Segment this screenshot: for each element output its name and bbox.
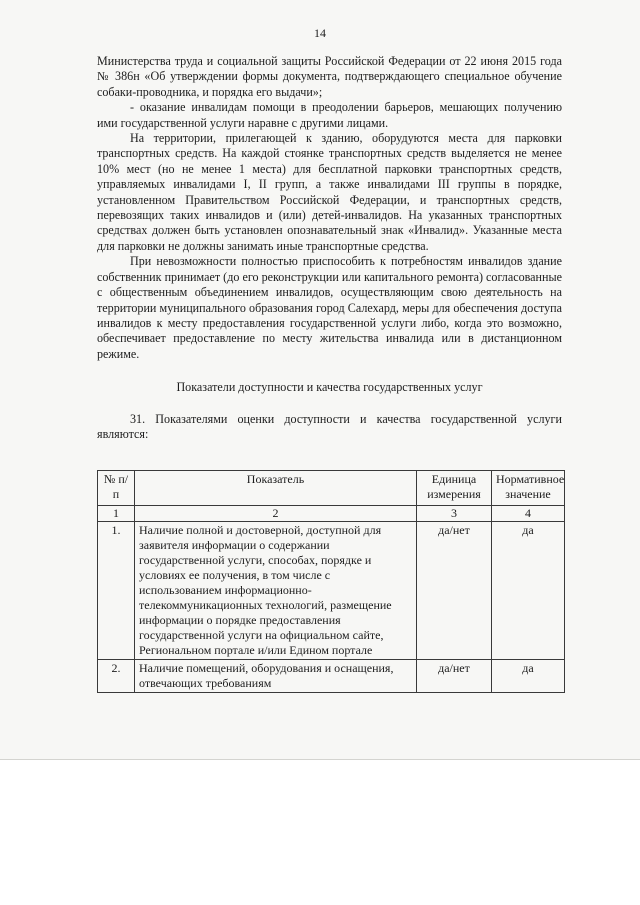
column-number: 3: [417, 506, 492, 522]
column-number: 2: [135, 506, 417, 522]
row-indicator: Наличие полной и достоверной, доступной для заявителя информации о содержании государственной услуги, способах, порядке и условиях ее получения, в том числе с использованием информационно-телекоммуникационных технологий, размещение информации о порядке предоставления государственной услуги на официальном сайте, Региональном портале и/или Едином портале: [135, 522, 417, 660]
paragraph-assistance: - оказание инвалидам помощи в преодолении барьеров, мешающих получению ими государственной услуги наравне с другими лицами.: [97, 100, 562, 130]
table-column-numbers-row: [98, 506, 565, 522]
table-row: [98, 660, 565, 693]
header-number: № п/п: [98, 471, 135, 506]
paragraph-accessibility-measures: При невозможности полностью приспособить к потребностям инвалидов здание собственник принимает (до его реконструкции или капитального ремонта) согласованные с общественным объединением инвалидов, осуществляющим свою деятельность на территории муниципального образования город Салехард, меры для обеспечения доступа инвалидов к месту предоставления государственной услуги либо, когда это возможно, обеспечивает предоставление по месту жительства инвалида или в дистанционном режиме.: [97, 254, 562, 361]
column-number: 1: [98, 506, 135, 522]
table-header-row: [98, 471, 565, 506]
row-value: да: [492, 522, 565, 660]
table-row: [98, 522, 565, 660]
paragraph-parking: На территории, прилегающей к зданию, оборудуются места для парковки транспортных средств. На каждой стоянке транспортных средств выделяется не менее 10% мест (но не менее 1 места) для бесплатной парковки транспортных средств, управляемых инвалидами I, II групп, а также инвалидами III группы в порядке, установленном Правительством Российской Федерации, и транспортных средств, перевозящих таких инвалидов и (или) детей-инвалидов. На указанных транспортных средствах должен быть установлен опознавательный знак «Инвалид». Указанные места для парковки не должны занимать иные транспортные средства.: [97, 131, 562, 253]
row-number: 1.: [98, 522, 135, 660]
paragraph-continuation: Министерства труда и социальной защиты Российской Федерации от 22 июня 2015 года № 386н «Об утверждении формы документа, подтверждающего специальное обучение собаки-проводника, и порядка его выдачи»;: [97, 54, 562, 99]
column-number: 4: [492, 506, 565, 522]
row-number: 2.: [98, 660, 135, 693]
row-unit: да/нет: [417, 660, 492, 693]
header-indicator: Показатель: [135, 471, 417, 506]
header-value: Нормативное значение: [492, 471, 565, 506]
row-value: да: [492, 660, 565, 693]
indicators-table: [97, 470, 565, 693]
document-body: [97, 54, 562, 442]
page-number: 14: [314, 26, 326, 40]
item-31: 31. Показателями оценки доступности и качества государственной услуги являются:: [97, 411, 562, 441]
header-unit: Единица измерения: [417, 471, 492, 506]
row-indicator: Наличие помещений, оборудования и оснащения, отвечающих требованиям: [135, 660, 417, 693]
section-heading: Показатели доступности и качества государственных услуг: [176, 380, 483, 395]
row-unit: да/нет: [417, 522, 492, 660]
